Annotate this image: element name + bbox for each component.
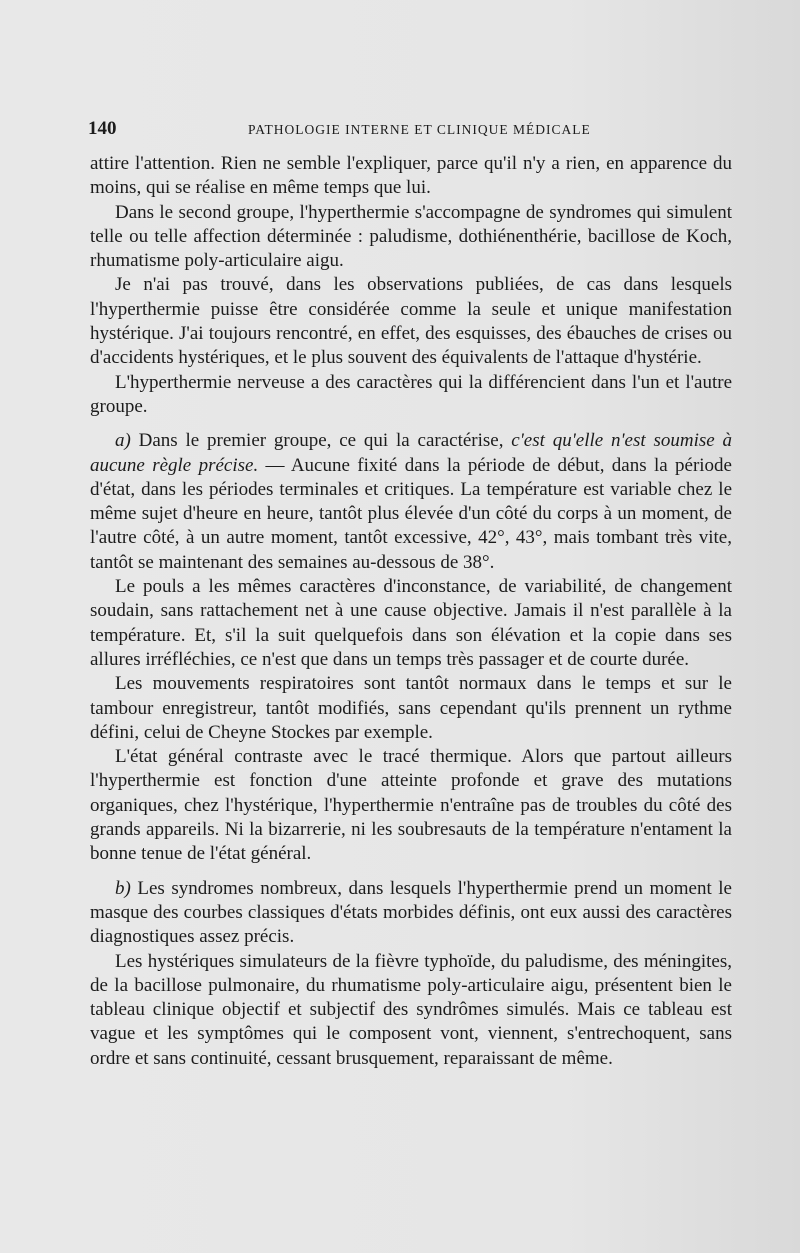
paragraph: Les hystériques simulateurs de la fièvre typhoïde, du paludisme, des méningites, de la bacillose pulmonaire, du rhumatisme poly-articulaire aigu, présentent bien le tableau clinique objectif et subjectif des syndrômes simulés. Mais ce tableau est vague et les symptômes qui le composent vont, viennent, s'entrechoquent, sans ordre et sans continuité, cessant brusquement, reparaissant de même.: [90, 950, 732, 1069]
paragraph-text: — Aucune fixité dans la période de début, dans la période d'état, dans les périodes terminales et critiques. La température est variable chez le même sujet d'heure en heure, tantôt plus élevée d'un côté du corps à un moment, de l'autre côté, à un autre moment, tantôt excessive, 42°, 43°, mais tombant très vite, tantôt se maintenant des semaines au-dessous de 38°.: [90, 454, 732, 573]
page-header: [88, 118, 728, 140]
paragraph: attire l'attention. Rien ne semble l'expliquer, parce qu'il n'y a rien, en apparence du moins, qui se réalise en même temps que lui.: [90, 153, 732, 199]
paragraph: Le pouls a les mêmes caractères d'inconstance, de variabilité, de changement soudain, sans rattachement net à une cause objective. Jamais il n'est parallèle à la température. Et, s'il la suit quelquefois dans son élévation et la copie dans ses allures irréfléchies, ce n'est que dans un temps très passager et de courte durée.: [90, 576, 732, 670]
page-number: 140: [88, 118, 117, 139]
item-letter: b): [115, 877, 131, 899]
paragraph-item-a: [90, 429, 732, 575]
body-text: [90, 152, 732, 1071]
paragraph-text: Les syndromes nombreux, dans lesquels l'hyperthermie prend un moment le masque des courbes classiques d'états morbides définis, ont eux aussi des caractères diagnostiques assez précis.: [90, 877, 732, 948]
emphasis-text: c'est qu'elle n'est soumise à aucune règle précise.: [90, 430, 732, 476]
item-letter: a): [115, 430, 131, 452]
paragraph-text: Dans le premier groupe, ce qui la caractérise,: [130, 430, 512, 452]
paragraph: L'état général contraste avec le tracé thermique. Alors que partout ailleurs l'hyperthermie est fonction d'une atteinte profonde et grave des mutations organiques, chez l'hystérique, l'hyperthermie n'entraîne pas de troubles du côté des grands appareils. Ni la bizarrerie, ni les soubresauts de la température n'entament la bonne tenue de l'état général.: [90, 746, 732, 865]
running-title: PATHOLOGIE INTERNE ET CLINIQUE MÉDICALE: [248, 122, 591, 137]
paragraph: Je n'ai pas trouvé, dans les observations publiées, de cas dans lesquels l'hyperthermie puisse être considérée comme la seule et unique manifestation hystérique. J'ai toujours rencontré, en effet, des esquisses, des ébauches de crises ou d'accidents hystériques, et le plus souvent des équivalents de l'attaque d'hystérie.: [90, 274, 732, 369]
paragraph: Les mouvements respiratoires sont tantôt normaux dans le temps et sur le tambour enregistreur, tantôt modifiés, sans cependant qu'ils prennent un rythme défini, celui de Cheyne Stockes par exemple.: [90, 673, 732, 743]
paragraph: L'hyperthermie nerveuse a des caractères qui la différencient dans l'un et l'autre groupe.: [90, 371, 732, 417]
paragraph-item-b: [90, 877, 732, 950]
paragraph: Dans le second groupe, l'hyperthermie s'accompagne de syndromes qui simulent telle ou telle affection déterminée : paludisme, dothiénenthérie, bacillose de Koch, rhumatisme poly-articulaire aigu.: [90, 201, 732, 272]
